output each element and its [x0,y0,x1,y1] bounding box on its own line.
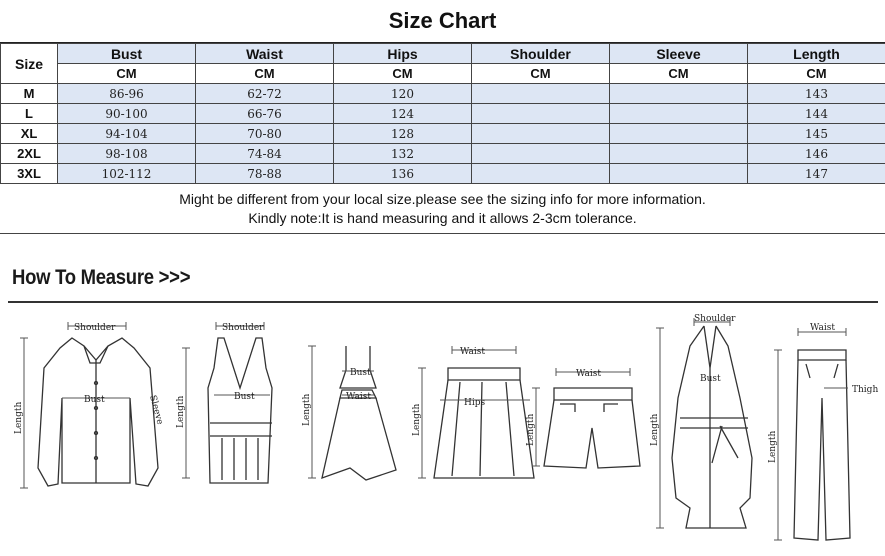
size-label: 2XL [1,144,58,164]
label-bust: Bust [234,392,255,402]
size-label: XL [1,124,58,144]
label-waist: Waist [576,369,601,379]
how-to-measure-section [0,238,885,556]
table-cell: 102-112 [58,164,196,184]
tank-top-icon [208,338,272,483]
table-cell [610,124,748,144]
shorts-icon [544,388,640,468]
column-header-shoulder: Shoulder [472,44,610,64]
skirt-icon [434,368,534,478]
page-title: Size Chart [0,0,885,43]
table-cell: 144 [748,104,885,124]
unit-cell: CM [748,64,885,84]
unit-cell: CM [196,64,334,84]
size-label: L [1,104,58,124]
column-header-sleeve: Sleeve [610,44,748,64]
table-cell [472,84,610,104]
divider [8,301,878,303]
shirt-icon [38,338,158,486]
table-row [1,84,885,104]
table-row [1,164,885,184]
table-cell: 98-108 [58,144,196,164]
label-length: Length [302,393,312,426]
sizing-notes [0,184,885,234]
label-bust: Bust [84,395,105,405]
note-line: Might be different from your local size.please see the sizing info for more information. [179,191,706,207]
table-row [1,144,885,164]
table-cell: 124 [334,104,472,124]
label-thigh: Thigh [852,385,879,395]
table-cell: 70-80 [196,124,334,144]
table-cell: 128 [334,124,472,144]
table-cell: 136 [334,164,472,184]
table-cell: 147 [748,164,885,184]
table-cell: 146 [748,144,885,164]
column-header-waist: Waist [196,44,334,64]
unit-row [1,64,885,84]
label-bust: Bust [700,374,721,384]
table-cell: 62-72 [196,84,334,104]
column-header-bust: Bust [58,44,196,64]
unit-cell: CM [472,64,610,84]
coat-icon [672,326,752,528]
label-waist: Waist [810,323,835,333]
label-length: Length [14,401,24,434]
header-row [1,44,885,64]
label-shoulder: Shoulder [74,323,116,333]
table-cell [472,164,610,184]
note-line: Kindly note:It is hand measuring and it allows 2-3cm tolerance. [248,210,637,226]
table-cell: 94-104 [58,124,196,144]
column-header-hips: Hips [334,44,472,64]
label-bust: Bust [350,368,371,378]
label-shoulder: Shoulder [694,314,736,324]
table-cell [610,164,748,184]
table-row [1,104,885,124]
table-cell [472,104,610,124]
garment-diagrams [0,308,885,553]
dress-icon [322,346,396,480]
table-cell: 145 [748,124,885,144]
label-sleeve: Sleeve [147,394,165,426]
unit-cell: CM [58,64,196,84]
label-waist: Waist [346,392,371,402]
table-cell: 132 [334,144,472,164]
size-label: 3XL [1,164,58,184]
unit-cell: CM [334,64,472,84]
table-cell: 66-76 [196,104,334,124]
size-column-header: Size [1,44,58,84]
label-length: Length [650,413,660,446]
size-label: M [1,84,58,104]
table-cell: 74-84 [196,144,334,164]
table-cell [472,144,610,164]
label-length: Length [176,395,186,428]
unit-cell: CM [610,64,748,84]
label-length: Length [526,413,536,446]
table-cell [610,104,748,124]
label-length: Length [412,403,422,436]
trousers-icon [794,350,850,540]
size-table [0,43,885,184]
label-shoulder: Shoulder [222,323,264,333]
table-row [1,124,885,144]
label-waist: Waist [460,347,485,357]
table-cell: 143 [748,84,885,104]
table-cell [610,144,748,164]
table-cell: 78-88 [196,164,334,184]
table-cell: 86-96 [58,84,196,104]
table-cell [472,124,610,144]
section-title: How To Measure >>> [12,266,191,289]
label-length: Length [768,430,778,463]
table-cell [610,84,748,104]
table-cell: 120 [334,84,472,104]
table-cell: 90-100 [58,104,196,124]
label-hips: Hips [464,398,486,408]
column-header-length: Length [748,44,885,64]
